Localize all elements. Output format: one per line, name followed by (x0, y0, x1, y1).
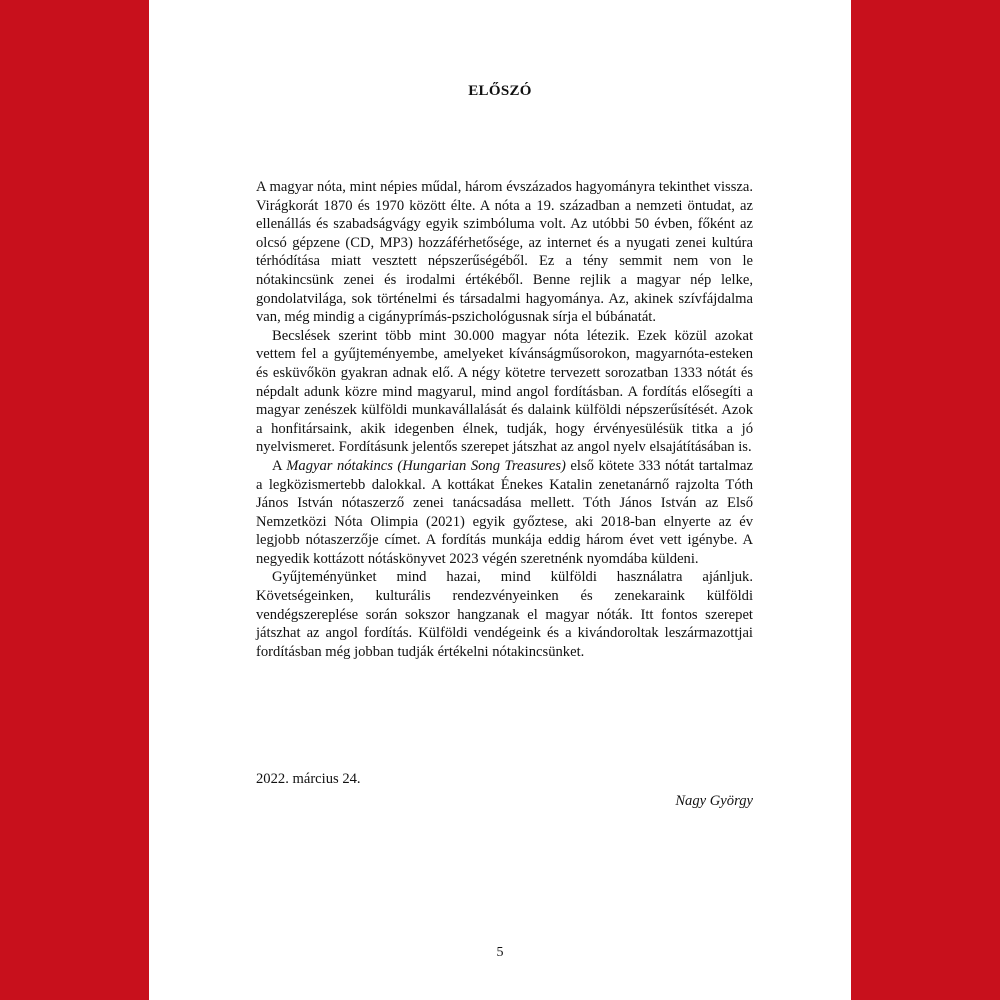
paragraph-3-before: A (272, 457, 287, 474)
date: 2022. március 24. (256, 771, 361, 787)
paragraph-2: Becslések szerint több mint 30.000 magyar nóta létezik. Ezek közül azokat vettem fel a gyűjteményembe, amelyeket kívánságműsorokon, magyarnóta-esteken és esküvőkön gyakran adnak elő. A négy kötetre tervezett sorozatban 1333 nótát és népdalt adunk közre mind magyarul, mind angol fordításban. A fordítás elősegíti a magyar zenészek külföldi munkavállalását és dalaink külföldi népszerűsítését. Azok a honfitársaink, akik idegenben élnek, tudják, hogy érvényesülésük titka a jó nyelvismeret. Fordításunk jelentős szerepet játszhat az angol nyelv elsajátításában is. (256, 327, 753, 456)
paragraph-4: Gyűjteményünket mind hazai, mind külföldi használatra ajánljuk. Követségeinken, kulturális rendezvényeinken és zenekaraink külföldi vendégszereplése során sokszor hangzanak el magyar nóták. Itt fontos szerepet játszhat az angol fordítás. Külföldi vendégeink és a kivándoroltak leszármazottjai fordításban még jobban tudják értékelni nótakincsünket. (256, 569, 753, 660)
page-title: ELŐSZÓ (468, 83, 532, 99)
paragraph-1: A magyar nóta, mint népies műdal, három évszázados hagyományra tekinthet vissza. Virágkorát 1870 és 1970 között élte. A nóta a 19. században a nemzeti öntudat, az ellenállás és szabadságvágy egyik szimbóluma volt. Az utóbbi 50 évben, főként az olcsó gépzene (CD, MP3) hozzáférhetősége, az internet és a nyugati zenei kultúra térhódítása miatt vesztett népszerűségéből. Ez a tény semmit nem von le nótakincsünk zenei és irodalmi értékéből. Benne rejlik a magyar nép lelke, gondolatvilága, sok történelmi és társadalmi hagyománya. Az, akinek szívfájdalma van, még mindig a cigányprímás-pszichológusnak sírja el búbánatát. (256, 179, 753, 326)
body-text (256, 178, 753, 661)
author-signature: Nagy György (675, 793, 753, 809)
book-title-italic: Magyar nótakincs (Hungarian Song Treasures) (286, 457, 566, 474)
book-page (149, 0, 851, 1000)
paragraph-3 (256, 457, 753, 569)
page-number: 5 (496, 945, 504, 960)
paragraph-3-after: első kötete 333 nótát tartalmaz a legközismertebb dalokkal. A kottákat Énekes Katalin zenetanárnő rajzolta Tóth János István nótaszerző zenei tanácsadása mellett. Tóth János István az Első Nemzetközi Nóta Olimpia (2021) egyik győztese, aki 2018-ban elnyerte az év legjobb nótaszerzője címet. A fordítás munkája eddig három évet vett igénybe. A negyedik kottázott nótáskönyvet 2023 végén szeretnénk nyomdába küldeni. (256, 457, 753, 567)
